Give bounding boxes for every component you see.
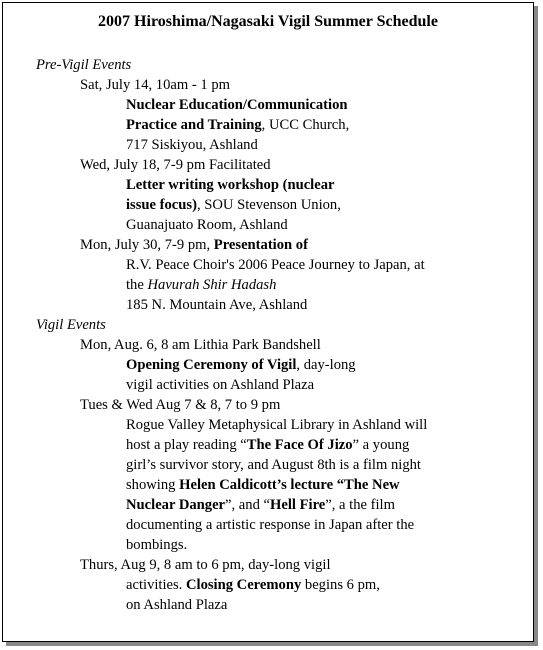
- event-detail-line: Letter writing workshop (nuclear: [126, 177, 335, 193]
- event-detail-line: Nuclear Education/Communication: [126, 97, 348, 113]
- event-date: Wed, July 18, 7-9 pm Facilitated: [80, 157, 271, 173]
- event-detail-line: the Havurah Shir Hadash: [126, 277, 277, 293]
- event-detail-line: on Ashland Plaza: [126, 597, 228, 613]
- event-date: Sat, July 14, 10am - 1 pm: [80, 77, 230, 93]
- event-detail-line: girl’s survivor story, and August 8th is a film night: [126, 457, 421, 473]
- event-detail-line: 717 Siskiyou, Ashland: [126, 137, 258, 153]
- event-date: Tues & Wed Aug 7 & 8, 7 to 9 pm: [80, 397, 281, 413]
- event-detail-line: activities. Closing Ceremony begins 6 pm,: [126, 577, 380, 593]
- event-detail-line: Nuclear Danger”, and “Hell Fire”, a the film: [126, 497, 395, 513]
- event-detail-line: Guanajuato Room, Ashland: [126, 217, 288, 233]
- section-heading-vigil: Vigil Events: [36, 317, 106, 333]
- event-date: Mon, Aug. 6, 8 am Lithia Park Bandshell: [80, 337, 321, 353]
- event-detail-line: R.V. Peace Choir's 2006 Peace Journey to Japan, at: [126, 257, 425, 273]
- event-date: Mon, July 30, 7-9 pm, Presentation of: [80, 237, 308, 253]
- event-detail-line: issue focus), SOU Stevenson Union,: [126, 197, 341, 213]
- event-detail-line: bombings.: [126, 537, 188, 553]
- event-date: Thurs, Aug 9, 8 am to 6 pm, day-long vigil: [80, 557, 331, 573]
- event-detail-line: 185 N. Mountain Ave, Ashland: [126, 297, 308, 313]
- event-detail-line: host a play reading “The Face Of Jizo” a young: [126, 437, 410, 453]
- schedule-title: 2007 Hiroshima/Nagasaki Vigil Summer Schedule: [98, 13, 438, 30]
- event-detail-line: Practice and Training, UCC Church,: [126, 117, 350, 133]
- schedule-text-box: [2, 2, 534, 642]
- event-detail-line: vigil activities on Ashland Plaza: [126, 377, 315, 393]
- event-detail-line: showing Helen Caldicott’s lecture “The New: [126, 477, 400, 493]
- section-heading-pre-vigil: Pre-Vigil Events: [36, 57, 132, 73]
- event-detail-line: Opening Ceremony of Vigil, day-long: [126, 357, 356, 373]
- event-detail-line: documenting a artistic response in Japan after the: [126, 517, 415, 533]
- event-detail-line: Rogue Valley Metaphysical Library in Ashland will: [126, 417, 428, 433]
